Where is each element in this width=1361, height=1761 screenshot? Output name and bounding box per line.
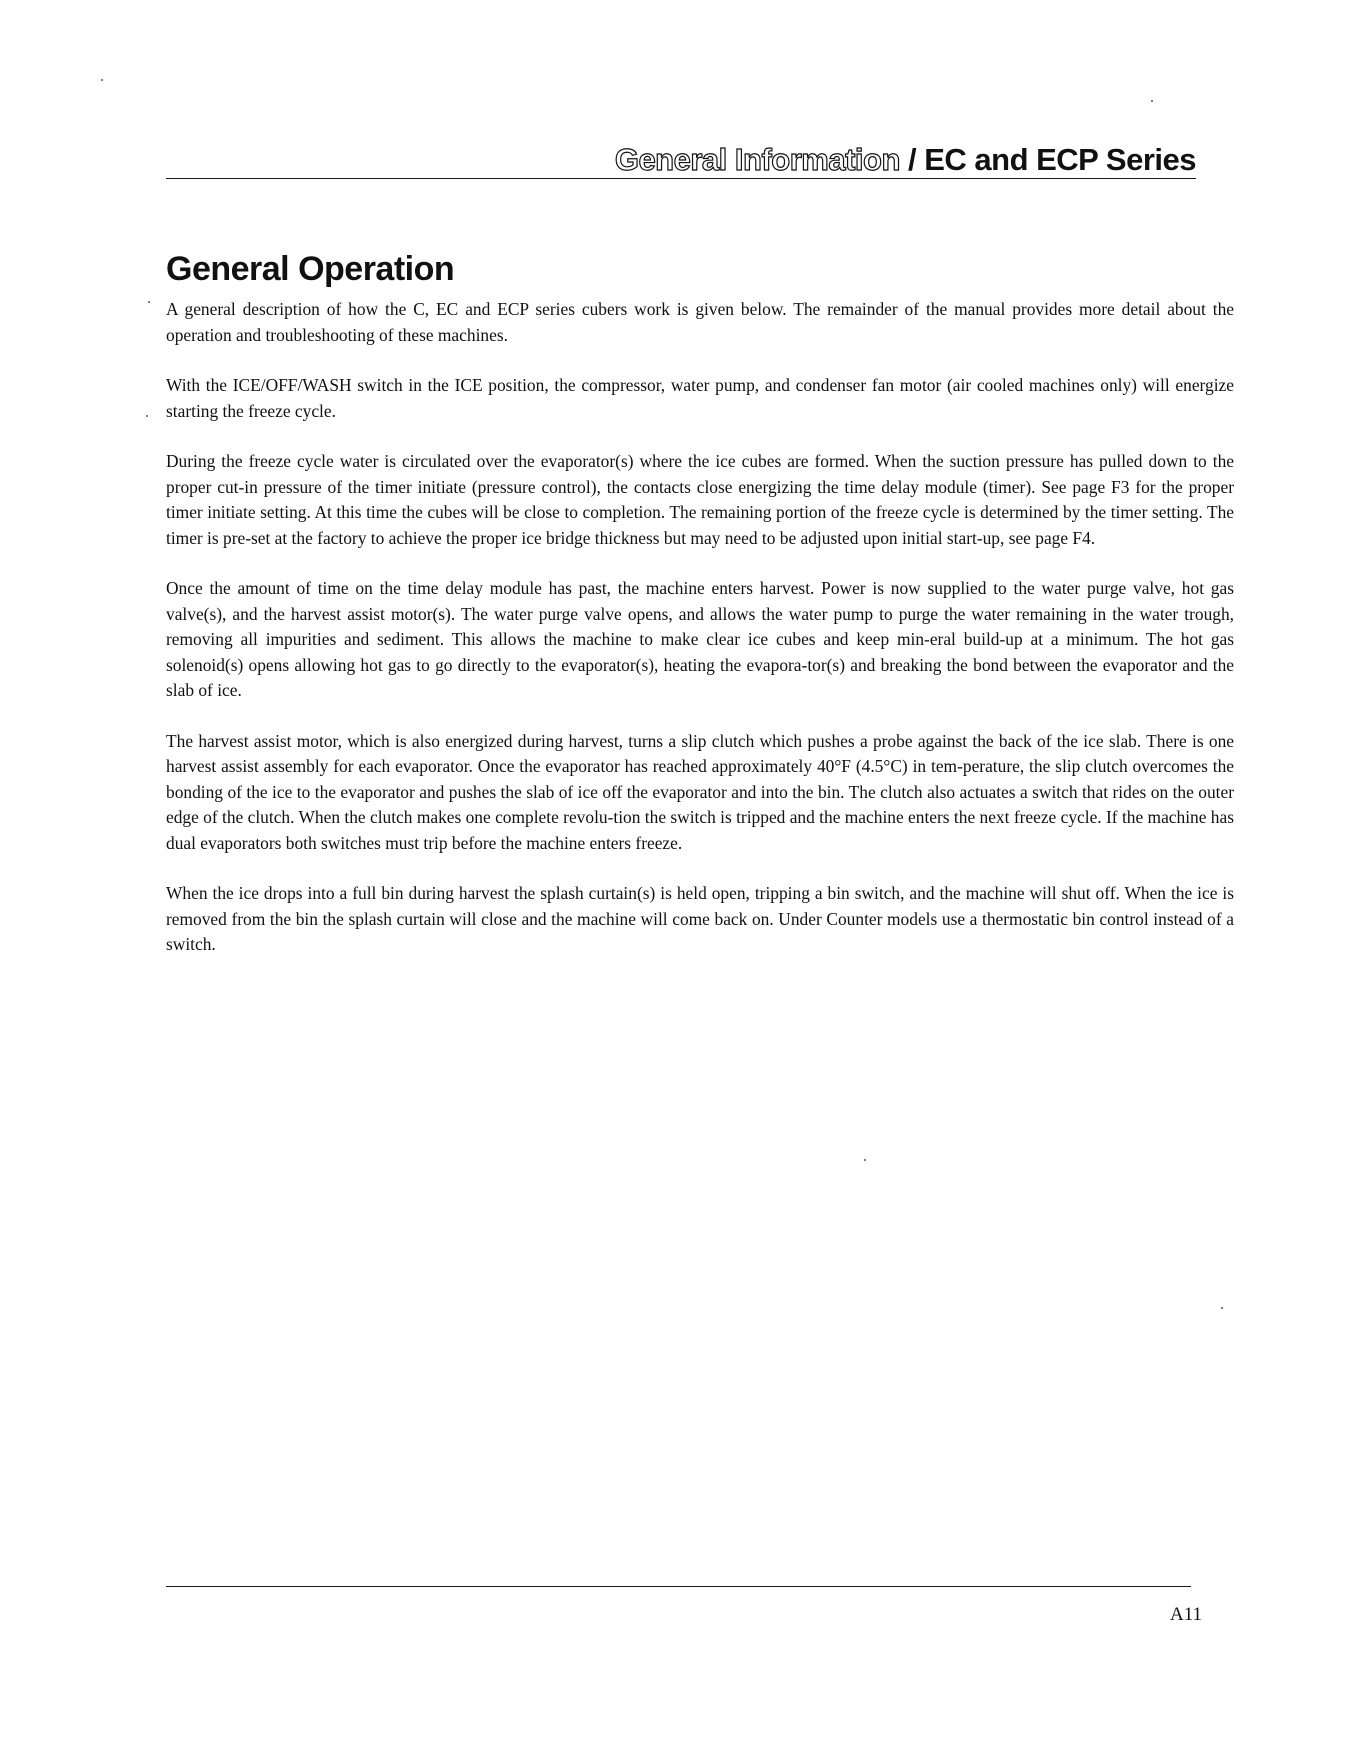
header-series-label: EC and ECP Series	[924, 142, 1196, 177]
paragraph-harvest-assist: The harvest assist motor, which is also energized during harvest, turns a slip clutch which pushes a probe against the back of the ice slab. There is one harvest assist assembly for each evaporator. Once the evaporator has reached approximately 40°F (4.5°C) in tem-perature, the slip clutch overcomes the bonding of the ice to the evaporator and pushes the slab of ice off the evaporator and into the bin. The clutch also actuates a switch that rides on the outer edge of the clutch. When the clutch makes one complete revolu-tion the switch is tripped and the machine enters the next freeze cycle. If the machine has dual evaporators both switches must trip before the machine enters freeze.	[166, 730, 1234, 853]
header-text	[615, 144, 1196, 175]
paragraph-switch: With the ICE/OFF/WASH switch in the ICE position, the compressor, water pump, and condenser fan motor (air cooled machines only) will energize starting the freeze cycle.	[166, 375, 1234, 421]
header-separator: /	[899, 142, 925, 177]
scan-speck	[864, 1159, 866, 1161]
body-text	[166, 297, 1234, 983]
paragraph-freeze-cycle: During the freeze cycle water is circulated over the evaporator(s) where the ice cubes are formed. When the suction pressure has pulled down to the proper cut-in pressure of the timer initiate (pressure control), the contacts close energizing the time delay module (timer). See page F3 for the proper timer initiate setting. At this time the cubes will be close to completion. The remaining portion of the freeze cycle is determined by the timer setting. The timer is pre-set at the factory to achieve the proper ice bridge thickness but may need to be adjusted upon initial start-up, see page F4.	[166, 451, 1234, 548]
scan-speck	[101, 79, 103, 81]
page-title: General Operation	[166, 250, 455, 288]
paragraph-harvest: Once the amount of time on the time delay module has past, the machine enters harvest. Power is now supplied to the water purge valve, hot gas valve(s), and the harvest assist motor(s). The water purge valve opens, and allows the water pump to purge the water remaining in the water trough, removing all impurities and sediment. This allows the machine to make clear ice cubes and keep min-eral build-up at a minimum. The hot gas solenoid(s) opens allowing hot gas to go directly to the evaporator(s), heating the evapora-tor(s) and breaking the bond between the evaporator and the slab of ice.	[166, 578, 1234, 700]
paragraph-intro: A general description of how the C, EC and ECP series cubers work is given below. The remainder of the manual provides more detail about the operation and troubleshooting of these machines.	[166, 299, 1234, 345]
header-section-label: General Information	[614, 142, 900, 177]
scan-speck	[1221, 1307, 1223, 1309]
scan-speck	[146, 415, 148, 417]
page-header	[166, 130, 1196, 179]
page-number: A11	[1169, 1604, 1202, 1625]
paragraph-bin-switch: When the ice drops into a full bin during harvest the splash curtain(s) is held open, tripping a bin switch, and the machine will shut off. When the ice is removed from the bin the splash curtain will close and the machine will come back on. Under Counter models use a thermostatic bin control instead of a switch.	[166, 883, 1234, 954]
footer-rule	[166, 1586, 1191, 1587]
scan-speck	[148, 301, 150, 303]
scan-speck	[1151, 100, 1153, 102]
